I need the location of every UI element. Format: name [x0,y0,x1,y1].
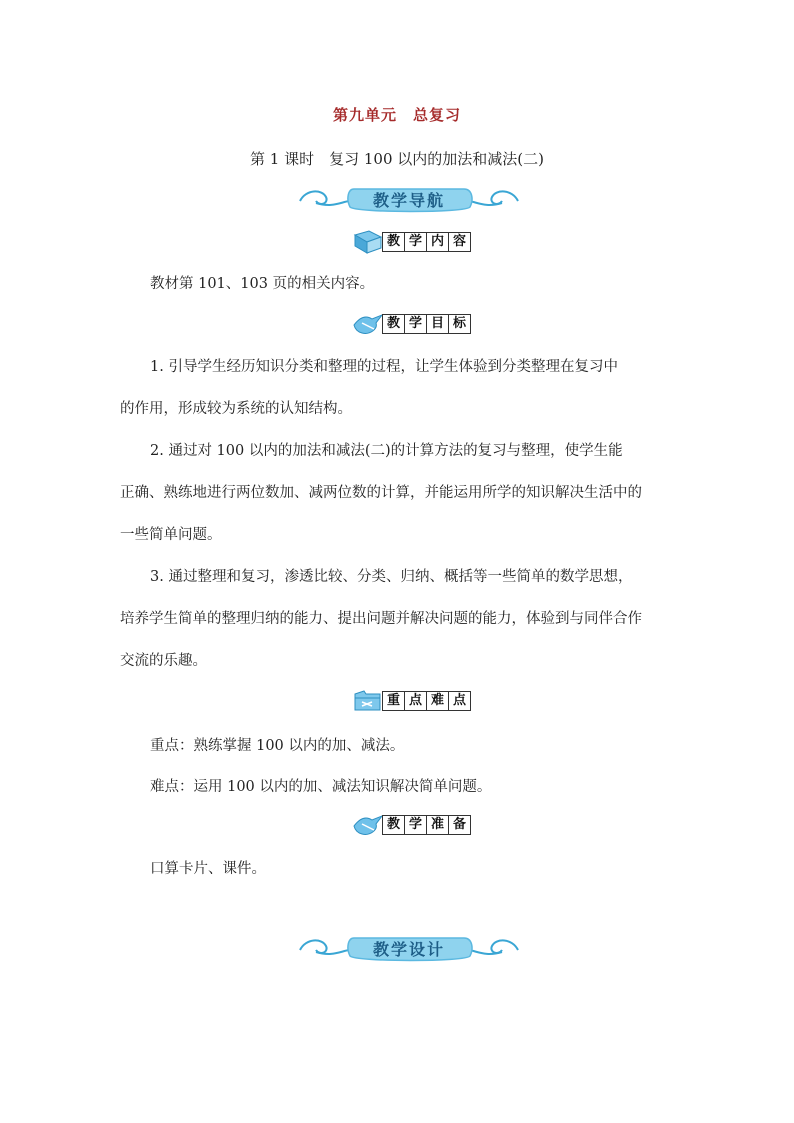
unit-title: 第九单元 总复习 [332,106,461,124]
key-point-text: 重点：熟练掌握 100 以内的加、减法。 [150,738,405,754]
difficult-point-text: 难点：运用 100 以内的加、减法知识解决简单问题。 [150,779,492,795]
section-char: 教 [382,232,405,252]
goal-1-line-1: 1. 引导学生经历知识分类和整理的过程，让学生体验到分类整理在复习中 [150,359,618,375]
goal-1-line-2: 的作用，形成较为系统的认知结构。 [120,401,352,417]
bird-icon [352,812,384,838]
section-header-key-points [352,688,482,714]
prep-text: 口算卡片、课件。 [150,861,266,877]
section-char: 点 [404,691,427,711]
banner-label: 教学设计 [372,940,445,959]
goal-3-line-3: 交流的乐趣。 [120,653,207,669]
goal-2-line-2: 正确、熟练地进行两位数加、减两位数的计算，并能运用所学的知识解决生活中的 [120,485,642,501]
section-header-prep [352,812,482,838]
goal-2-line-3: 一些简单问题。 [120,527,222,543]
section-char: 学 [404,314,427,334]
banner-teaching-design [296,932,522,964]
folder-icon [352,688,384,714]
section-char: 点 [448,691,471,711]
section-char: 重 [382,691,405,711]
section-header-goals [352,311,482,337]
goal-2-line-1: 2. 通过对 100 以内的加法和减法(二)的计算方法的复习与整理，使学生能 [150,443,623,459]
section-char: 难 [426,691,449,711]
content-text: 教材第 101、103 页的相关内容。 [150,276,375,292]
goal-3-line-1: 3. 通过整理和复习，渗透比较、分类、归纳、概括等一些简单的数学思想， [150,569,633,585]
section-char: 容 [448,232,471,252]
section-header-content [352,229,482,255]
goal-3-line-2: 培养学生简单的整理归纳的能力、提出问题并解决问题的能力，体验到与同伴合作 [120,611,642,627]
section-char: 学 [404,815,427,835]
bird-icon [352,311,384,337]
section-char: 目 [426,314,449,334]
banner-teaching-nav [296,183,522,215]
section-char: 学 [404,232,427,252]
section-char: 准 [426,815,449,835]
lesson-title: 第 1 课时 复习 100 以内的加法和减法(二) [250,150,544,168]
section-char: 标 [448,314,471,334]
banner-label: 教学导航 [372,191,445,210]
section-char: 教 [382,314,405,334]
section-char: 教 [382,815,405,835]
section-char: 备 [448,815,471,835]
book-icon [352,229,384,255]
section-char: 内 [426,232,449,252]
